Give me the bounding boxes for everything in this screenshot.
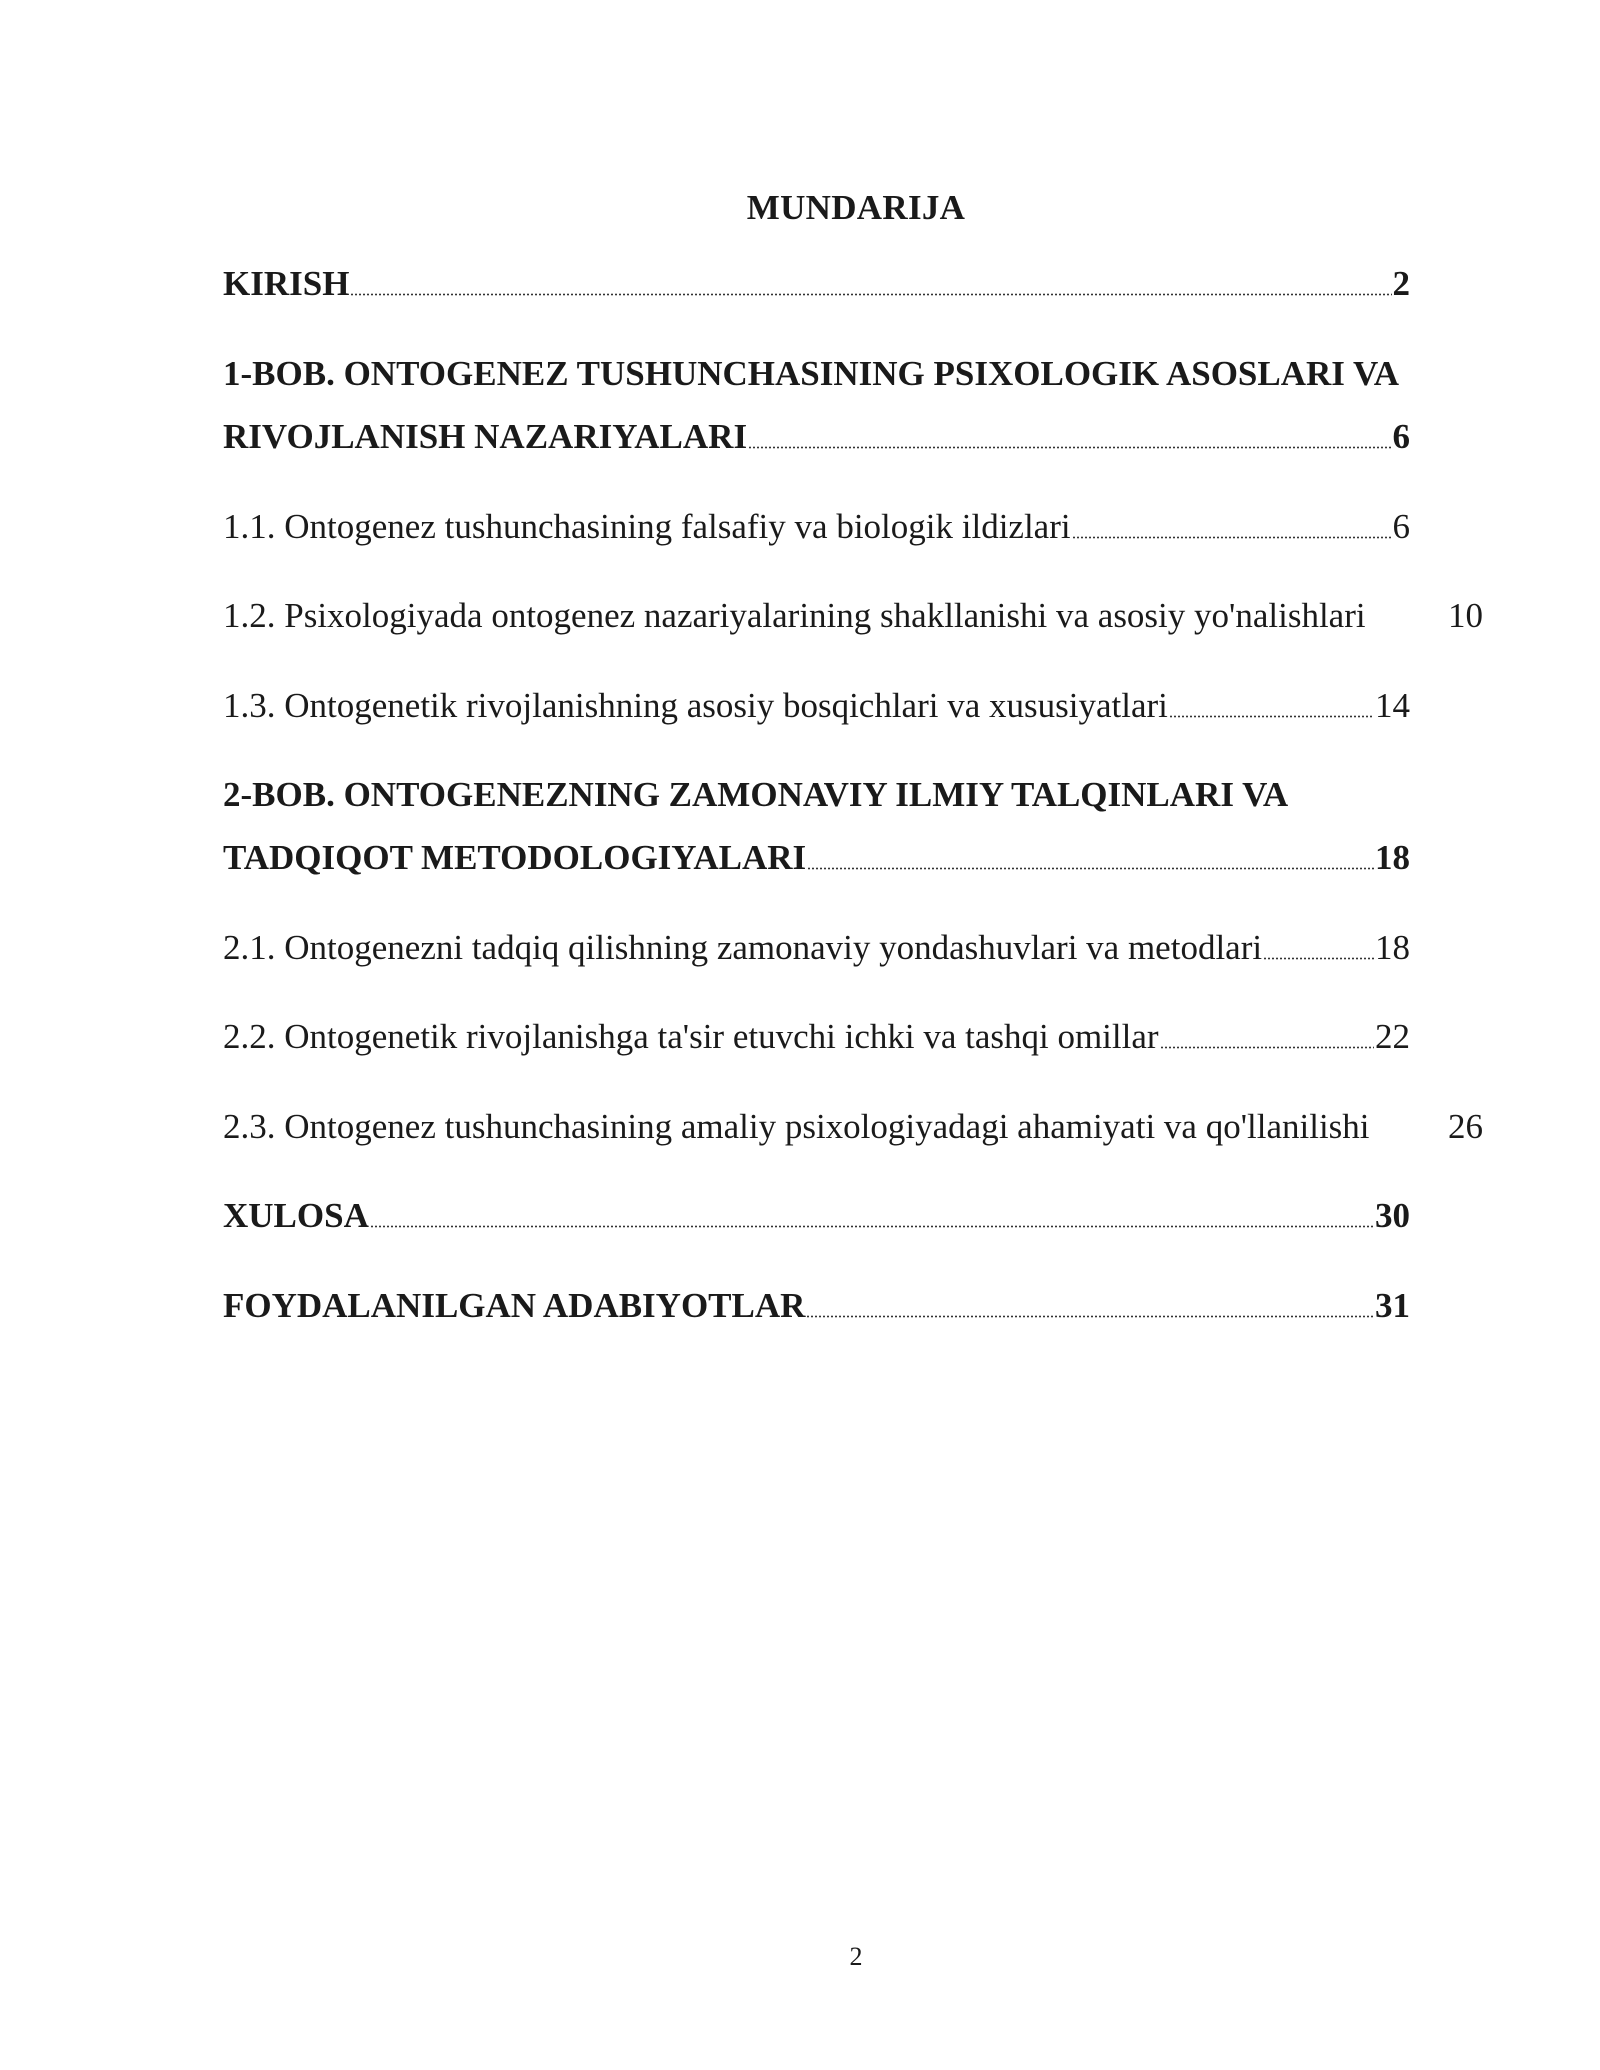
dot-leader — [807, 867, 1374, 870]
toc-entry-2-3[interactable] — [223, 1105, 1483, 1149]
toc-entry-text: FOYDALANILGAN ADABIYOTLAR — [223, 1286, 806, 1325]
toc-entry-page: 10 — [1448, 596, 1483, 635]
toc-title: MUNDARIJA — [746, 188, 966, 227]
toc-entry-text-line1: 2-BOB. ONTOGENEZNING ZAMONAVIY ILMIY TALQINLARI VA — [223, 775, 1289, 814]
toc-entry-text: 2.2. Ontogenetik rivojlanishga ta'sir etuvchi ichki va tashqi omillar — [223, 1017, 1159, 1056]
page-number: 2 — [849, 1942, 863, 1971]
toc-entry-2-1[interactable] — [223, 926, 1410, 970]
toc-entry-page: 6 — [1392, 507, 1410, 546]
dot-leader — [350, 293, 1391, 296]
toc-entry-2-2[interactable] — [223, 1015, 1410, 1059]
toc-entry-text-line1: 1-BOB. ONTOGENEZ TUSHUNCHASINING PSIXOLOGIK ASOSLARI VA — [223, 354, 1400, 393]
toc-entry-page: 22 — [1375, 1017, 1410, 1056]
toc-entry-text: KIRISH — [223, 264, 350, 303]
toc-entry-1-3[interactable] — [223, 684, 1410, 728]
toc-entry-text: XULOSA — [223, 1196, 369, 1235]
dot-leader — [1169, 715, 1374, 718]
toc-entry-text: 2.1. Ontogenezni tadqiq qilishning zamonaviy yondashuvlari va metodlari — [223, 928, 1263, 967]
dot-leader — [748, 446, 1391, 449]
toc-entry-page: 14 — [1375, 686, 1410, 725]
dot-leader — [370, 1225, 1374, 1228]
toc-entry-text: 1.2. Psixologiyada ontogenez nazariyalarining shakllanishi va asosiy yo'nalishlari — [223, 596, 1366, 635]
dot-leader — [806, 1315, 1374, 1318]
toc-entry-page: 2 — [1392, 264, 1410, 303]
toc-entry-1-1[interactable] — [223, 505, 1410, 549]
toc-entry-text: TADQIQOT METODOLOGIYALARI — [223, 838, 807, 877]
toc-entry-page: 18 — [1375, 838, 1410, 877]
toc-entry-page: 18 — [1375, 928, 1410, 967]
toc-entry-text: 1.3. Ontogenetik rivojlanishning asosiy bosqichlari va xususiyatlari — [223, 686, 1168, 725]
toc-entry-1-2[interactable] — [223, 594, 1483, 638]
toc-entry-page: 30 — [1375, 1196, 1410, 1235]
dot-leader — [1263, 957, 1374, 960]
toc-entry-kirish[interactable] — [223, 262, 1410, 306]
toc-entry-text: 2.3. Ontogenez tushunchasining amaliy psixologiyadagi ahamiyati va qo'llanilishi — [223, 1107, 1370, 1146]
toc-entry-text: 1.1. Ontogenez tushunchasining falsafiy va biologik ildizlari — [223, 507, 1071, 546]
toc-entry-page: 31 — [1375, 1286, 1410, 1325]
toc-entry-references[interactable] — [223, 1284, 1410, 1328]
toc-entry-page: 26 — [1448, 1107, 1483, 1146]
toc-entry-chapter-2[interactable] — [223, 773, 1410, 880]
toc-entry-xulosa[interactable] — [223, 1194, 1410, 1238]
dot-leader — [1072, 536, 1392, 539]
dot-leader — [1160, 1046, 1374, 1049]
toc-entry-text: RIVOJLANISH NAZARIYALARI — [223, 417, 748, 456]
toc-entry-chapter-1[interactable] — [223, 352, 1410, 459]
toc-entry-page: 6 — [1392, 417, 1410, 456]
